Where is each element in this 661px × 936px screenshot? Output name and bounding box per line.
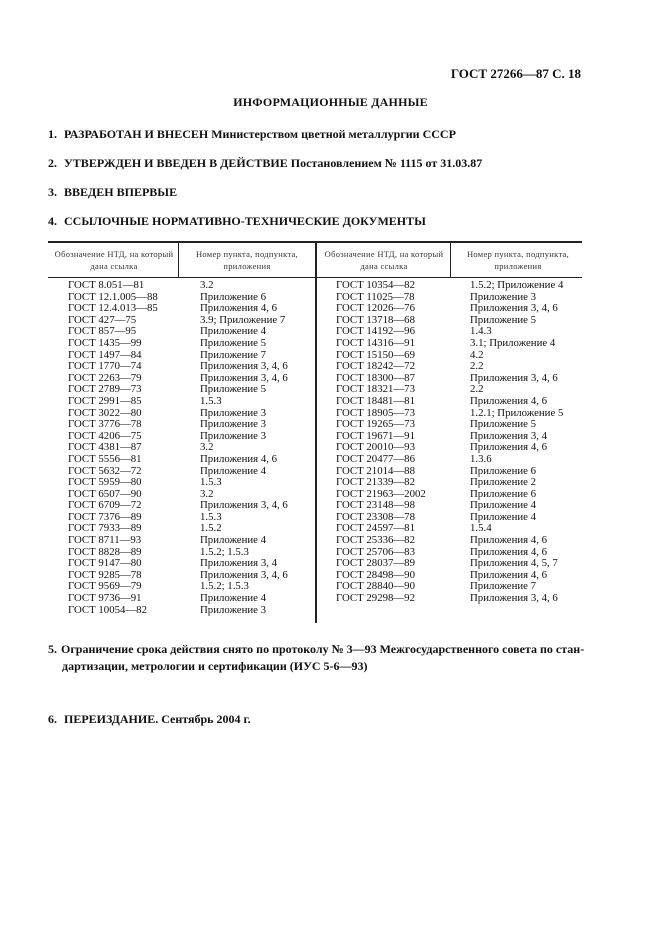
table-cell-document: ГОСТ 21014—88 <box>336 464 415 477</box>
table-cell-document: ГОСТ 8.051—81 <box>68 279 145 291</box>
table-cell-document: ГОСТ 1435—99 <box>68 336 142 349</box>
table-header-document: Обозначение НТД, на который дана ссылка <box>324 249 444 271</box>
document-code-header: ГОСТ 27266—87 С. 18 <box>450 66 581 81</box>
table-cell-clause: Приложение 7 <box>200 348 267 361</box>
table-cell-clause: Приложения 4, 5, 7 <box>470 557 558 570</box>
table-cell-document: ГОСТ 28840—90 <box>336 580 415 593</box>
table-cell-document: ГОСТ 12026—76 <box>336 302 415 315</box>
table-cell-clause: Приложения 4, 6 <box>200 302 278 315</box>
table-cell-document: ГОСТ 18321—73 <box>336 383 415 396</box>
table-cell-clause: Приложение 5 <box>200 336 267 349</box>
table-cell-document: ГОСТ 2263—79 <box>68 371 142 384</box>
table-cell-document: ГОСТ 19265—73 <box>336 418 415 431</box>
table-cell-clause: Приложения 3, 4 <box>470 429 548 442</box>
table-cell-clause: Приложения 3, 4, 6 <box>200 371 288 384</box>
table-cell-clause: 1.5.2; 1.5.3 <box>200 545 249 558</box>
table-cell-clause: 1.5.2 <box>200 522 222 535</box>
table-cell-clause: Приложение 3 <box>200 429 267 442</box>
item-caps: ПЕРЕИЗДАНИЕ. <box>64 712 159 726</box>
table-cell-document: ГОСТ 23148—98 <box>336 499 415 512</box>
table-cell-clause: Приложение 4 <box>200 464 267 477</box>
table-header-divider <box>450 241 451 277</box>
table-cell-document: ГОСТ 20010—93 <box>336 441 415 454</box>
table-cell-document: ГОСТ 9285—78 <box>68 568 142 581</box>
table-cell-document: ГОСТ 29298—92 <box>336 592 415 605</box>
table-cell-clause: Приложения 4, 6 <box>470 534 548 547</box>
table-cell-clause: 2.2 <box>470 360 484 373</box>
table-cell-clause: 1.5.4 <box>470 522 492 535</box>
item-caps: ССЫЛОЧНЫЕ НОРМАТИВНО-ТЕХНИЧЕСКИЕ ДОКУМЕНТЫ <box>64 214 426 228</box>
item-6-reissue <box>48 712 251 727</box>
table-cell-document: ГОСТ 9736—91 <box>68 592 142 605</box>
table-cell-document: ГОСТ 10054—82 <box>68 603 147 616</box>
table-cell-clause: 1.2.1; Приложение 5 <box>470 406 564 419</box>
table-cell-document: ГОСТ 427—75 <box>68 313 137 326</box>
table-cell-clause: 1.5.2; 1.5.3 <box>200 580 249 593</box>
table-cell-document: ГОСТ 9569—79 <box>68 580 142 593</box>
table-cell-clause: Приложение 3 <box>200 418 267 431</box>
table-cell-document: ГОСТ 19671—91 <box>336 429 415 442</box>
item-1-developed <box>48 127 456 142</box>
table-cell-clause: 3.2 <box>200 487 214 500</box>
table-cell-clause: Приложения 3, 4, 6 <box>470 371 558 384</box>
table-cell-clause: 1.5.3 <box>200 510 222 523</box>
table-cell-clause: Приложение 6 <box>200 290 267 303</box>
table-header-clause: Номер пункта, подпункта, приложения <box>466 249 570 271</box>
table-cell-document: ГОСТ 8711—93 <box>68 534 142 547</box>
table-cell-clause: Приложения 4, 6 <box>200 452 278 465</box>
table-cell-document: ГОСТ 8828—89 <box>68 545 142 558</box>
item-caps: УТВЕРЖДЕН И ВВЕДЕН В ДЕЙСТВИЕ <box>64 156 288 170</box>
right-clause-column <box>470 280 563 605</box>
table-cell-clause: Приложения 3, 4, 6 <box>470 302 558 315</box>
table-cell-document: ГОСТ 18300—87 <box>336 371 415 384</box>
table-cell-document: ГОСТ 3776—78 <box>68 418 142 431</box>
left-clause-column <box>200 280 288 616</box>
table-cell-document: ГОСТ 21963—2002 <box>336 487 426 500</box>
table-cell-document: ГОСТ 21339—82 <box>336 476 415 489</box>
table-cell-clause: 3.2 <box>200 441 214 454</box>
table-cell-clause: Приложение 3 <box>470 290 537 303</box>
table-cell-document: ГОСТ 3022—80 <box>68 406 142 419</box>
table-cell-clause: Приложения 3, 4, 6 <box>200 568 288 581</box>
table-cell-clause: Приложение 3 <box>200 603 267 616</box>
table-cell-clause: 3.1; Приложение 4 <box>470 336 556 349</box>
item-text: Ограничение срока действия снято по протоколу № 3—93 Межгосударственного совета по стан- <box>61 642 585 656</box>
item-3-first-introduced <box>48 185 177 200</box>
table-cell-clause: 3.9; Приложение 7 <box>200 313 286 326</box>
table-cell-clause: Приложения 4, 6 <box>470 568 548 581</box>
table-cell-clause: 1.5.3 <box>200 476 222 489</box>
table-cell-clause: Приложение 5 <box>470 418 537 431</box>
table-cell-document: ГОСТ 5556—81 <box>68 452 142 465</box>
table-cell-document: ГОСТ 2789—73 <box>68 383 142 396</box>
table-cell-document: ГОСТ 4206—75 <box>68 429 142 442</box>
table-center-divider <box>315 241 317 623</box>
table-cell-clause: 1.4.3 <box>470 325 492 338</box>
table-header-divider <box>178 241 179 277</box>
table-cell-document: ГОСТ 4381—87 <box>68 441 142 454</box>
table-cell-document: ГОСТ 24597—81 <box>336 522 415 535</box>
page-title: ИНФОРМАЦИОННЫЕ ДАННЫЕ <box>233 95 428 109</box>
table-cell-document: ГОСТ 7933—89 <box>68 522 142 535</box>
table-cell-document: ГОСТ 1770—74 <box>68 360 142 373</box>
table-cell-document: ГОСТ 13718—68 <box>336 313 415 326</box>
table-cell-document: ГОСТ 25706—83 <box>336 545 415 558</box>
table-cell-document: ГОСТ 20477—86 <box>336 452 415 465</box>
table-cell-document: ГОСТ 23308—78 <box>336 510 415 523</box>
table-cell-clause: Приложение 5 <box>200 383 267 396</box>
table-cell-clause: Приложения 3, 4, 6 <box>470 592 558 605</box>
table-cell-clause: Приложения 4, 6 <box>470 545 548 558</box>
table-cell-document: ГОСТ 18481—81 <box>336 394 415 407</box>
table-cell-clause: Приложение 7 <box>470 580 537 593</box>
table-cell-document: ГОСТ 6709—72 <box>68 499 142 512</box>
item-text: Сентябрь 2004 г. <box>161 712 251 726</box>
table-cell-document: ГОСТ 5632—72 <box>68 464 142 477</box>
table-cell-clause: Приложение 4 <box>470 510 537 523</box>
table-cell-document: ГОСТ 12.1.005—88 <box>68 290 158 303</box>
table-cell-clause: Приложения 3, 4, 6 <box>200 360 288 373</box>
table-cell-clause: Приложения 3, 4 <box>200 557 278 570</box>
table-cell-clause: Приложение 2 <box>470 476 537 489</box>
item-number: 2. <box>48 156 57 170</box>
right-document-column <box>336 280 426 605</box>
reference-documents-table <box>48 241 582 623</box>
table-cell-clause: Приложение 5 <box>470 313 537 326</box>
table-cell-document: ГОСТ 2991—85 <box>68 394 142 407</box>
table-cell-clause: Приложения 3, 4, 6 <box>200 499 288 512</box>
item-caps: РАЗРАБОТАН И ВНЕСЕН <box>64 127 209 141</box>
item-caps: ВВЕДЕН ВПЕРВЫЕ <box>64 185 178 199</box>
table-header-clause: Номер пункта, подпункта, приложения <box>195 249 299 271</box>
item-number: 4. <box>48 214 57 228</box>
item-number: 1. <box>48 127 57 141</box>
table-cell-document: ГОСТ 28498—90 <box>336 568 415 581</box>
table-cell-clause: Приложение 4 <box>200 592 267 605</box>
item-2-approved <box>48 156 482 171</box>
table-cell-clause: Приложение 4 <box>200 325 267 338</box>
table-cell-clause: Приложение 6 <box>470 464 537 477</box>
table-cell-clause: 1.5.2; Приложение 4 <box>470 279 564 291</box>
table-cell-document: ГОСТ 18905—73 <box>336 406 415 419</box>
table-cell-document: ГОСТ 28037—89 <box>336 557 415 570</box>
table-cell-clause: 2.2 <box>470 383 484 396</box>
table-cell-clause: 4.2 <box>470 348 484 361</box>
table-cell-document: ГОСТ 6507—90 <box>68 487 142 500</box>
table-cell-clause: 1.3.6 <box>470 452 492 465</box>
table-cell-document: ГОСТ 5959—80 <box>68 476 142 489</box>
table-cell-document: ГОСТ 12.4.013—85 <box>68 302 158 315</box>
table-cell-document: ГОСТ 857—95 <box>68 325 137 338</box>
table-cell-clause: Приложение 4 <box>200 534 267 547</box>
table-cell-document: ГОСТ 1497—84 <box>68 348 142 361</box>
table-cell-document: ГОСТ 14316—91 <box>336 336 415 349</box>
table-cell-clause: Приложение 4 <box>470 499 537 512</box>
item-4-reference-documents <box>48 214 426 229</box>
table-cell-document: ГОСТ 9147—80 <box>68 557 142 570</box>
item-number: 6. <box>48 712 57 726</box>
item-number: 3. <box>48 185 57 199</box>
table-cell-clause: Приложение 3 <box>200 406 267 419</box>
table-cell-document: ГОСТ 11025—78 <box>336 290 415 303</box>
item-number: 5. <box>48 642 57 656</box>
item-text: Постановлением № 1115 от 31.03.87 <box>290 156 483 170</box>
left-document-column <box>68 280 158 616</box>
table-cell-document: ГОСТ 18242—72 <box>336 360 415 373</box>
item-text: Министерством цветной металлургии СССР <box>211 127 456 141</box>
table-cell-clause: 1.5.3 <box>200 394 222 407</box>
table-cell-document: ГОСТ 7376—89 <box>68 510 142 523</box>
table-cell-clause: Приложения 4, 6 <box>470 394 548 407</box>
table-cell-clause: Приложение 6 <box>470 487 537 500</box>
item-text-continuation: дартизации, метрологии и сертификации (ИУС 5-6—93) <box>62 659 368 673</box>
item-5-validity-note <box>48 641 588 675</box>
table-cell-document: ГОСТ 10354—82 <box>336 279 415 291</box>
table-header-document: Обозначение НТД, на который дана ссылка <box>54 249 174 271</box>
table-cell-document: ГОСТ 25336—82 <box>336 534 415 547</box>
table-cell-clause: Приложения 4, 6 <box>470 441 548 454</box>
table-cell-clause: 3.2 <box>200 279 214 291</box>
table-cell-document: ГОСТ 15150—69 <box>336 348 415 361</box>
table-cell-document: ГОСТ 14192—96 <box>336 325 415 338</box>
